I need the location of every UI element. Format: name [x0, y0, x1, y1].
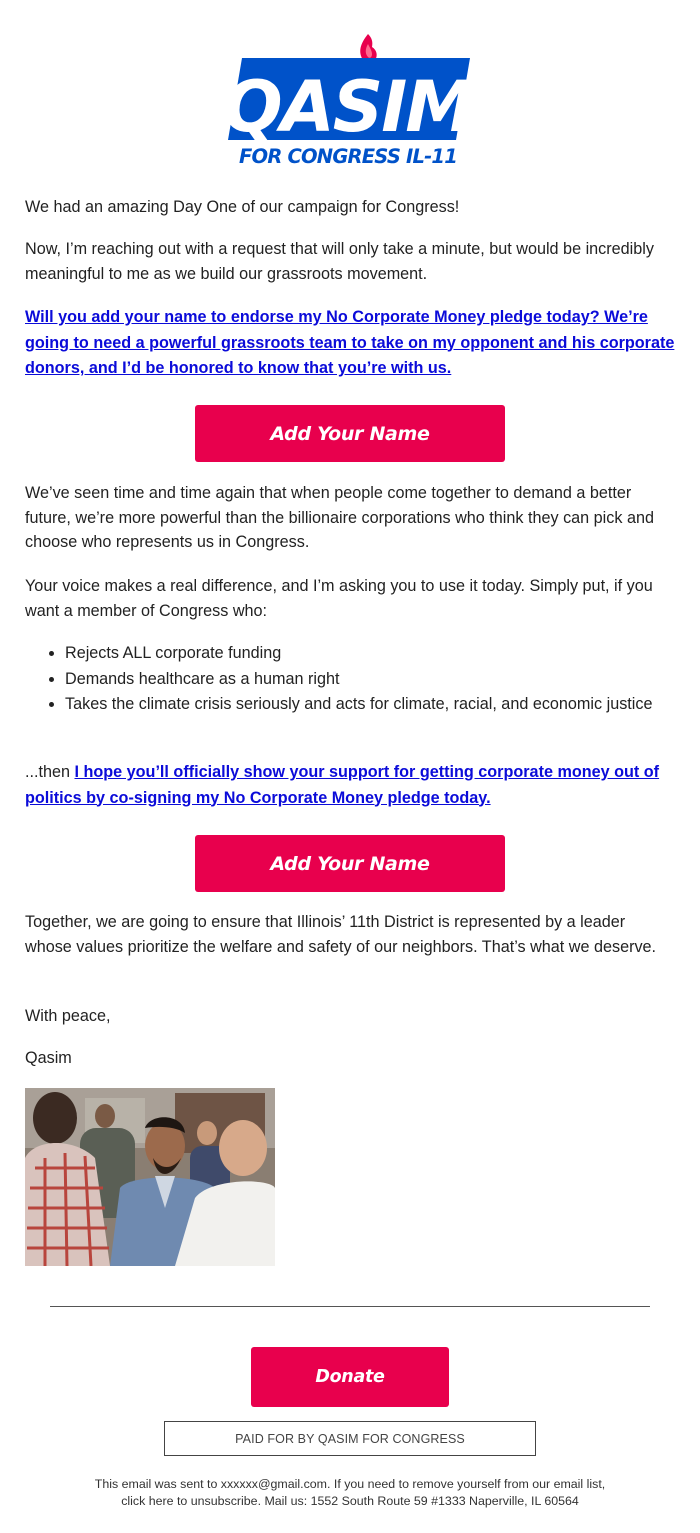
intro-text: We had an amazing Day One of our campaign for Congress! — [25, 198, 460, 216]
request-text: Now, I’m reaching out with a request that will only take a minute, but would be incredibly meaningful to me as we build our grassroots movement. — [25, 240, 654, 283]
pledge-criteria-list — [25, 641, 685, 718]
voice-text: Your voice makes a real difference, and I’m asking you to use it today. Simply put, if you want a member of Congress who: — [25, 577, 653, 620]
candidate-photo — [25, 1088, 275, 1266]
list-item: • Demands healthcare as a human right — [65, 667, 685, 693]
cosign-paragraph — [25, 760, 685, 811]
pledge-link[interactable]: Will you add your name to endorse my No Corporate Money pledge today? We’re going to need a powerful grassroots team to take on my opponent and his corporate donors, and I’d be honored to know that you’re with us. — [25, 308, 675, 377]
add-your-name-button-1[interactable]: Add Your Name — [195, 405, 505, 462]
cosign-link[interactable]: I hope you’ll officially show your support for getting corporate money out of politics by co-signing my No Corporate Money pledge today. — [25, 763, 660, 807]
divider — [50, 1306, 650, 1307]
donate-button[interactable]: Donate — [251, 1347, 449, 1407]
pledge-paragraph — [25, 305, 685, 382]
then-prefix: ...then — [25, 763, 75, 781]
email-footer — [25, 1476, 675, 1509]
paid-for-disclaimer: PAID FOR BY QASIM FOR CONGRESS — [164, 1421, 536, 1456]
logo-subtitle: FOR CONGRESS IL-11 — [239, 145, 457, 168]
footer-line-2: click here to unsubscribe. Mail us: 1552 South Route 59 #1333 Naperville, IL 60564 — [121, 1493, 579, 1508]
signoff-text: With peace, — [25, 1007, 111, 1025]
together-text: Together, we are going to ensure that Illinois’ 11th District is represented by a leader whose values prioritize the welfare and safety of our neighbors. That’s what we deserve. — [25, 913, 657, 956]
list-item: • Rejects ALL corporate funding — [65, 641, 685, 667]
campaign-logo — [0, 30, 700, 170]
signature-text: Qasim — [25, 1049, 72, 1067]
seen-time-text: We’ve seen time and time again that when people come together to demand a better future, we’re more powerful than the billionaire corporations who think they can pick and choose who represents us in Congress. — [25, 484, 654, 551]
logo-name: QASIM — [223, 66, 473, 148]
footer-line-1: This email was sent to xxxxxx@gmail.com. If you need to remove yourself from our email list, — [94, 1477, 606, 1491]
list-item: • Takes the climate crisis seriously and acts for climate, racial, and economic justice — [65, 692, 685, 718]
add-your-name-button-2[interactable]: Add Your Name — [195, 835, 505, 892]
